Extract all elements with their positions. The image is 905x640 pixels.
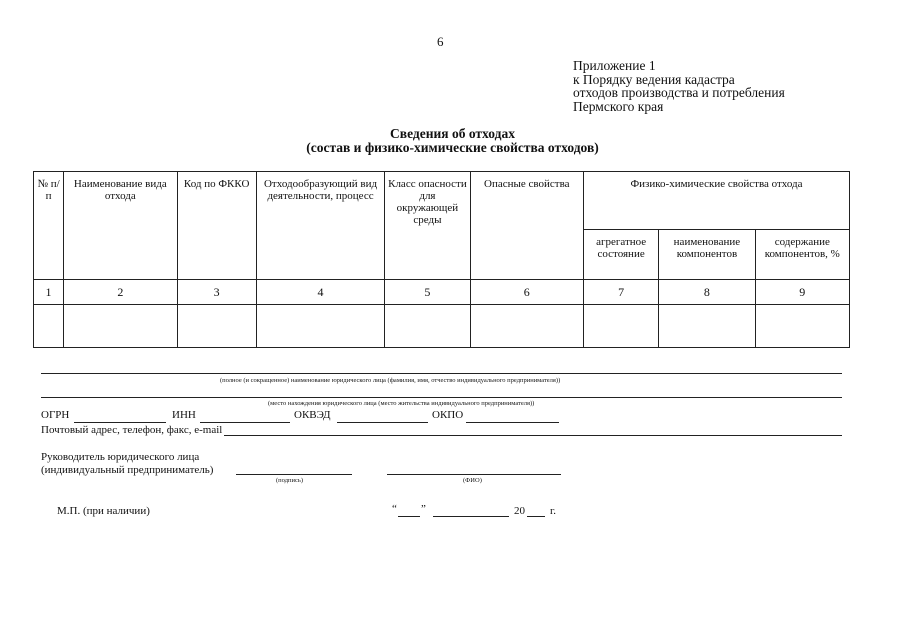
annex-line: Приложение 1: [573, 58, 656, 73]
date-quote-open: “: [392, 503, 397, 515]
date-month-field[interactable]: [433, 516, 509, 517]
location-field[interactable]: [41, 397, 842, 398]
okved-label: ОКВЭД: [294, 409, 331, 421]
okpo-field[interactable]: [466, 422, 559, 423]
header-content: содержание компонентов, %: [755, 230, 849, 280]
header-number: № п/п: [34, 172, 64, 280]
inn-field[interactable]: [200, 422, 290, 423]
data-cell[interactable]: [177, 305, 256, 348]
header-hazard-properties: Опасные свойства: [470, 172, 583, 280]
data-cell[interactable]: [64, 305, 177, 348]
date-suffix: г.: [550, 505, 557, 517]
data-cell[interactable]: [256, 305, 384, 348]
header-components: наименование компонентов: [659, 230, 755, 280]
data-cell[interactable]: [583, 305, 658, 348]
date-year-field[interactable]: [527, 516, 545, 517]
legal-name-field[interactable]: [41, 373, 842, 374]
legal-name-caption: (полное (и сокращенное) наименование юридического лица (фамилия, имя, отчество индивидуального предпринимателя)): [220, 377, 561, 384]
seal-label: М.П. (при наличии): [57, 505, 150, 517]
column-number-cell: 3: [177, 280, 256, 305]
header-hazard-class: Класс опасности для окружающей среды: [385, 172, 470, 280]
data-cell[interactable]: [385, 305, 470, 348]
page-number: 6: [437, 34, 444, 49]
annex-line: отходов производства и потребления: [573, 85, 785, 100]
header-fkko-code: Код по ФККО: [177, 172, 256, 280]
signature-caption: (подпись): [276, 477, 303, 484]
column-number-cell: 1: [34, 280, 64, 305]
head-label: Руководитель юридического лица: [41, 451, 200, 463]
annex-line: Пермского края: [573, 98, 664, 114]
column-number-cell: 6: [470, 280, 583, 305]
column-number-cell: 7: [583, 280, 658, 305]
annex-line: к Порядку ведения кадастра: [573, 71, 735, 87]
date-day-field[interactable]: [398, 516, 420, 517]
okved-field[interactable]: [337, 422, 428, 423]
date-quote-close: ”: [421, 503, 426, 515]
data-cell[interactable]: [34, 305, 64, 348]
waste-table: [33, 171, 850, 348]
location-caption: (место нахождения юридического лица (место жительства индивидуального предпринимателя)): [268, 400, 535, 407]
column-number-cell: 4: [256, 280, 384, 305]
column-number-cell: 5: [385, 280, 470, 305]
column-number-cell: 2: [64, 280, 177, 305]
data-cell[interactable]: [755, 305, 849, 348]
postal-label: Почтовый адрес, телефон, факс, e-mail: [41, 424, 223, 436]
data-cell[interactable]: [470, 305, 583, 348]
ogrn-label: ОГРН: [41, 409, 70, 421]
header-physchem: Физико-химические свойства отхода: [583, 172, 849, 230]
inn-label: ИНН: [172, 409, 196, 421]
date-year-label: 20: [514, 505, 525, 517]
annex-header: [573, 59, 785, 113]
column-number-cell: 9: [755, 280, 849, 305]
table-row: [34, 305, 850, 348]
header-process: Отходообразующий вид деятельности, процесс: [256, 172, 384, 280]
header-waste-name: Наименование вида отхода: [64, 172, 177, 280]
document-subtitle: (состав и физико-химические свойства отходов): [306, 140, 599, 155]
data-cell[interactable]: [659, 305, 755, 348]
head-label-sub: (индивидуальный предприниматель): [41, 464, 214, 476]
fio-caption: (ФИО): [463, 477, 482, 484]
column-number-cell: 8: [659, 280, 755, 305]
document-title: Сведения об отходах: [390, 126, 515, 141]
okpo-label: ОКПО: [432, 409, 464, 421]
postal-field[interactable]: [224, 435, 842, 436]
fio-field[interactable]: [387, 474, 561, 475]
signature-field[interactable]: [236, 474, 352, 475]
header-aggregate-state: агрегатное состояние: [583, 230, 658, 280]
ogrn-field[interactable]: [74, 422, 166, 423]
